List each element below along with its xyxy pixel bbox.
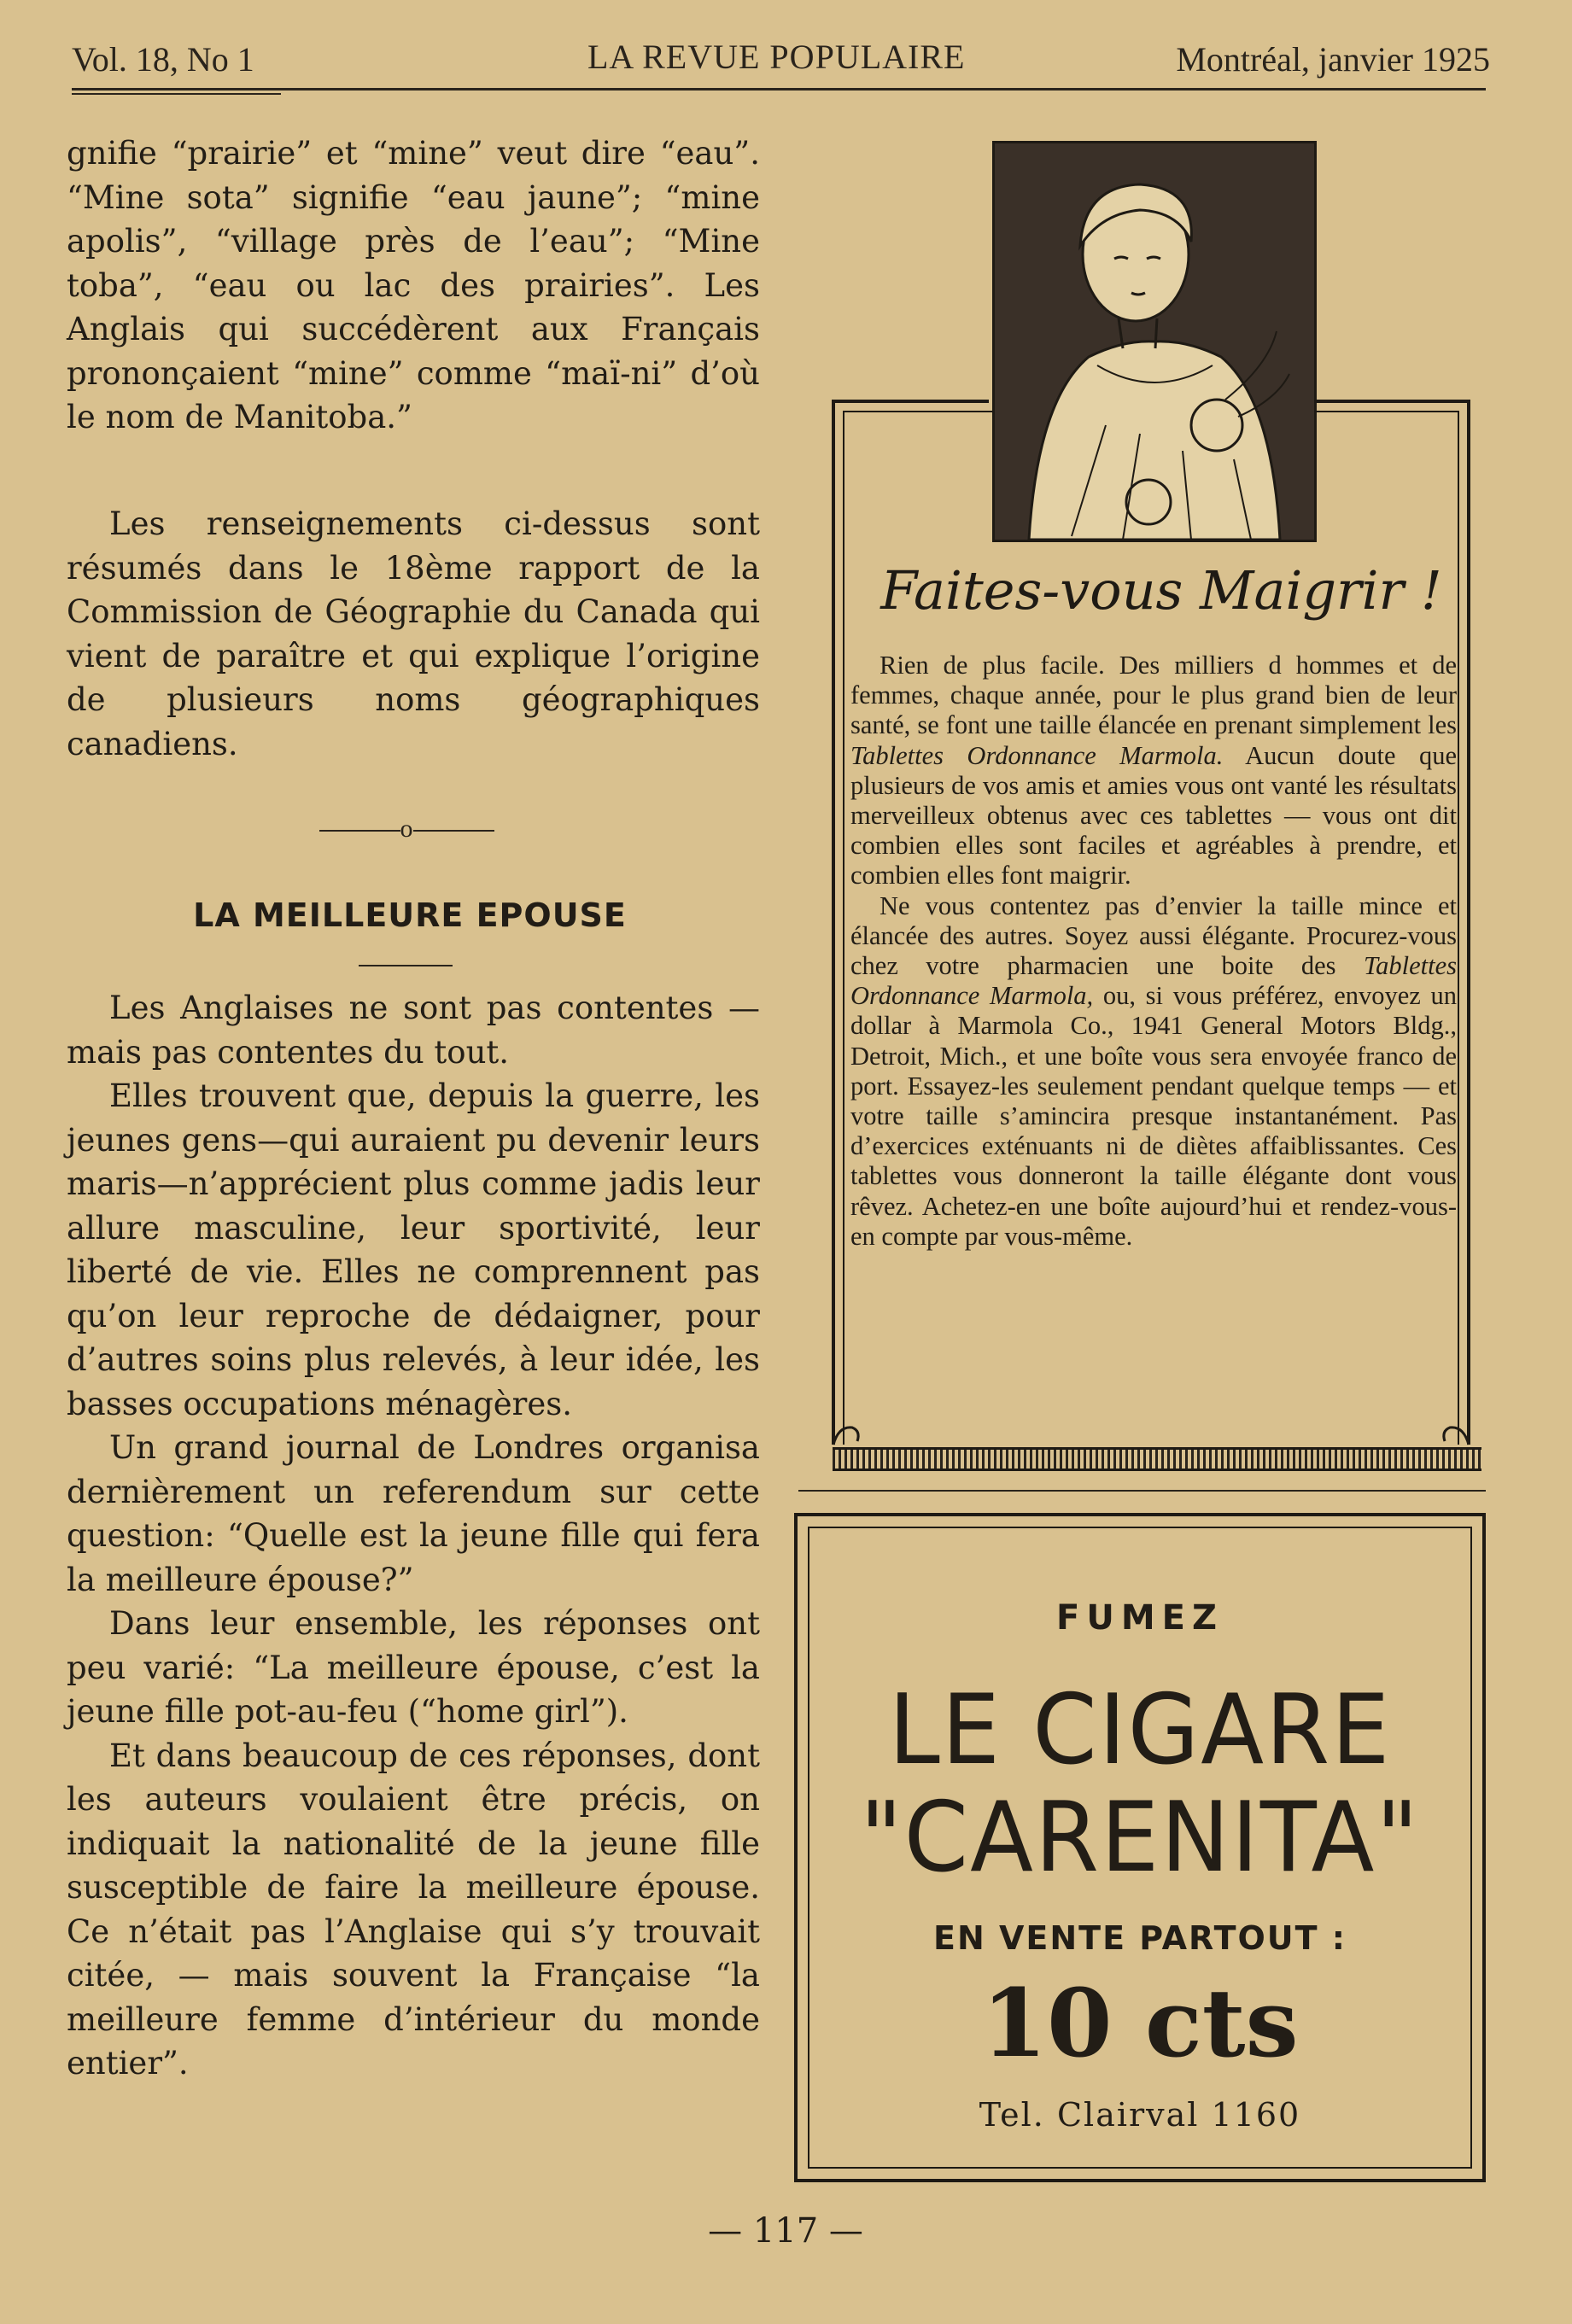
woman-illustration xyxy=(992,141,1317,542)
article-paragraph: Elles trouvent que, depuis la guerre, les jeunes gens—qui auraient pu devenir leurs maris—n’apprécient plus comme jadis leur allure masculine, leur sportivité, leur liberté de vie. Elles ne comprennent pas qu’on leur reproche de dédaigner, pour d’autres soins plus relevés, à leur idée, les basses occupations ménagères. xyxy=(67,1077,760,1422)
ad-telephone: Tel. Clairval 1160 xyxy=(979,2096,1301,2134)
ad-text: Rien de plus facile. Des milliers d hommes et de femmes, chaque année, pour le plus grand bien de leur santé, se font une taille élancée en prenant simplement les xyxy=(850,651,1457,740)
product-name: Tablettes Ordonnance Marmola. xyxy=(850,740,1224,770)
ad-text: Aucun doute que plusieurs de vos amis et amies vous ont vanté les résultats merveilleux obtenus avec ces tablettes — vous ont dit combien elles sont faciles et agréables à prendre, et combien elles font maigrir. xyxy=(850,740,1457,890)
dateline: Montréal, janvier 1925 xyxy=(1176,40,1490,79)
divider-line-left xyxy=(319,830,400,832)
article-paragraph: Dans leur ensemble, les réponses ont peu varié: “La meilleure épouse, c’est la jeune fille pot-au-feu (“home girl”). xyxy=(67,1605,760,1730)
ad-text: ou, si vous préférez, envoyez un dollar à Marmola Co., 1941 General Motors Bldg., Detroit, Mich., et une boîte vous sera envoyée franco de port. Essayez-les seulement pendant quelque temps — et votre taille s’amincira presque instantanément. Pas d’exercices exténuants ni de diètes affaiblissantes. Ces tablettes vous donneront la taille élégante dont vous rêvez. Achetez-en une boîte aujourd’hui et rendez-vous-en compte par vous-même. xyxy=(850,981,1457,1251)
ad-ornamental-base xyxy=(833,1447,1481,1471)
product-line-2: "CARENITA" xyxy=(859,1781,1421,1895)
woman-drawing-icon xyxy=(995,143,1314,540)
ad-price: 10 cts xyxy=(981,1968,1299,2078)
divider-line-right xyxy=(413,830,494,832)
ad-availability: EN VENTE PARTOUT : xyxy=(932,1919,1347,1957)
volume-label: Vol. 18, No 1 xyxy=(72,40,254,79)
article-paragraph: Et dans beaucoup de ces réponses, dont les auteurs voulaient être précis, on indiquait la nationalité de la jeune fille susceptible de faire la meilleure épouse. Ce n’était pas l’Anglaise qui s’y trouvait citée, — mais souvent la Française “la meilleure femme d’intérieur du monde entier”. xyxy=(67,1737,760,2082)
paragraph-text: gnifie “prairie” et “mine” veut dire “eau”. “Mine sota” signifie “eau jaune”; “mine apolis”, “village près de l’eau”; “Mine toba”, “eau ou lac des prairies”. Les Anglais qui succédèrent aux Français prononçaient “mine” comme “maï-ni” d’où le nom de Manitoba.” xyxy=(67,135,760,435)
title-rule xyxy=(359,965,453,966)
header-rule xyxy=(72,88,1486,91)
header-rule-short xyxy=(72,93,281,95)
product-line-1: LE CIGARE xyxy=(888,1673,1392,1787)
publication-title: LA REVUE POPULAIRE xyxy=(587,38,966,76)
page-header xyxy=(68,32,1490,84)
ad-paragraph xyxy=(850,651,1457,891)
ad-product-name xyxy=(809,1673,1470,1895)
paragraph-summary xyxy=(67,502,760,766)
article-paragraph: Les Anglaises ne sont pas contentes —mais pas contentes du tout. xyxy=(67,990,760,1071)
ad-body-text xyxy=(850,651,1457,1252)
ad-separator-rule xyxy=(798,1490,1486,1492)
cigar-advertisement xyxy=(794,1513,1486,2182)
paragraph-continued xyxy=(67,131,760,440)
ad-inner-border xyxy=(808,1527,1472,2169)
ad-fumez-label: FUMEZ xyxy=(1056,1598,1224,1638)
section-divider xyxy=(304,815,509,844)
section-title: LA MEILLEURE EPOUSE xyxy=(193,896,627,934)
page-number: — 117 — xyxy=(708,2211,863,2251)
divider-glyph: o xyxy=(400,815,413,843)
ad-headline: Faites-vous Maigrir ! xyxy=(880,559,1442,622)
product-name: Tablettes Ordonnance Marmola, xyxy=(850,951,1457,1011)
ad-text: Ne vous contentez pas d’envier la taille mince et élancée des autres. Soyez aussi élégante. Procurez-vous chez votre pharmacien une boite des xyxy=(850,890,1457,981)
paragraph-text: Les renseignements ci-dessus sont résumés dans le 18ème rapport de la Commission de Géographie du Canada qui vient de paraître et qui explique l’origine de plusieurs noms géographiques canadiens. xyxy=(67,505,760,762)
article-body xyxy=(67,986,760,2086)
article-paragraph: Un grand journal de Londres organisa dernièrement un referendum sur cette question: “Quelle est la jeune fille qui fera la meilleure épouse?” xyxy=(67,1429,760,1598)
ad-paragraph xyxy=(850,891,1457,1252)
